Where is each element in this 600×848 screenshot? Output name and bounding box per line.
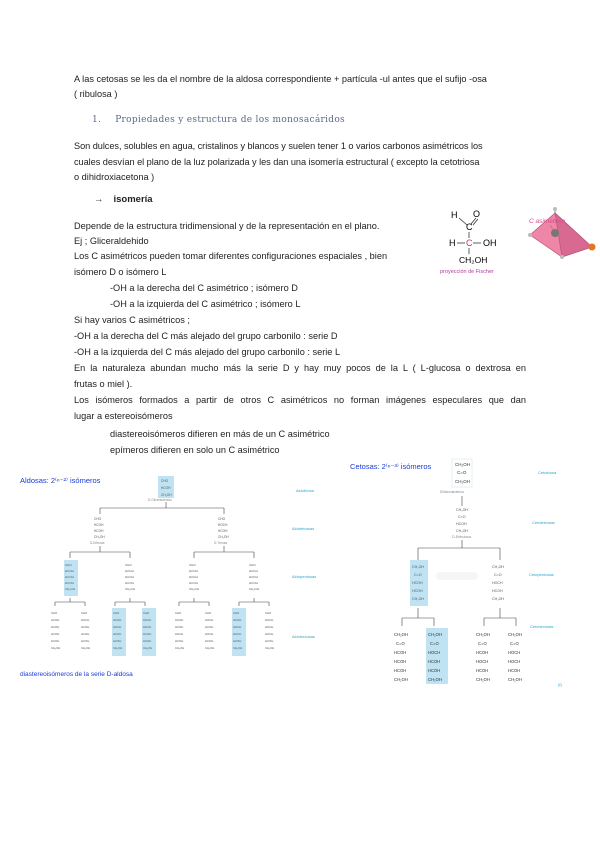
svg-text:HOCH: HOCH (265, 625, 274, 629)
svg-text:CHO: CHO (65, 563, 72, 567)
isomeria-line: En la naturaleza abundan mucho más la serie D y hay muy pocos de la L ( L-glucosa o dextrosa en (74, 363, 526, 373)
svg-text:HOCH: HOCH (492, 581, 503, 585)
isomeria-line: Ej ; Gliceraldehido (74, 236, 149, 246)
isomeria-title: isomería (113, 194, 153, 205)
svg-text:CH₂OH: CH₂OH (394, 677, 408, 682)
svg-text:D-Eritrulosa: D-Eritrulosa (452, 535, 471, 539)
tetrahedron-model (528, 207, 596, 259)
svg-text:HOCH: HOCH (249, 569, 258, 573)
svg-text:HOCH: HOCH (249, 575, 258, 579)
svg-text:CHO: CHO (233, 611, 240, 615)
arrow-right-icon: → (94, 194, 104, 205)
fischer-o: O (473, 209, 481, 219)
svg-text:C=O: C=O (396, 641, 405, 646)
isomeria-line: lugar a estereoisómeros (74, 411, 173, 421)
svg-text:HCOH: HCOH (51, 639, 60, 643)
svg-text:CH₂OH: CH₂OH (249, 587, 259, 591)
svg-text:HCOH: HCOH (175, 639, 184, 643)
svg-text:CH₂OH: CH₂OH (205, 646, 215, 650)
svg-text:HCOH: HCOH (65, 581, 74, 585)
svg-text:HCOH: HCOH (189, 569, 198, 573)
svg-text:CH₂OH: CH₂OH (189, 587, 199, 591)
svg-text:CHO: CHO (265, 611, 272, 615)
top-ch2oh-2: CH₂OH (455, 479, 470, 484)
svg-text:HOCH: HOCH (143, 618, 152, 622)
para1-line-2: cuales desvían el plano de la luz polarizada y les dan una isomería estructural ( excepto la cetotriosa (74, 157, 480, 167)
svg-text:CH₂OH: CH₂OH (125, 587, 135, 591)
svg-text:HCOH: HCOH (265, 639, 274, 643)
svg-text:HCOH: HCOH (428, 659, 441, 664)
svg-text:HCOH: HCOH (233, 639, 242, 643)
isomeria-line: -OH a la izquierda del C asimétrico ; isómero L (110, 299, 301, 309)
top-ch2oh-1: CH₂OH (455, 462, 470, 467)
svg-text:HCOH: HCOH (175, 618, 184, 622)
intro-line-1: A las cetosas se les da el nombre de la aldosa correspondiente + partícula -ul antes que el sufijo -osa (74, 74, 487, 84)
asym-carbon-label: C asimétrico (529, 218, 566, 225)
isomeria-line: -OH a la derecha del C asimétrico ; isómero D (110, 283, 298, 293)
svg-text:CH₂OH: CH₂OH (265, 646, 275, 650)
svg-text:C=O: C=O (478, 641, 487, 646)
svg-text:HCOH: HCOH (394, 659, 407, 664)
svg-text:HCOH: HCOH (189, 581, 198, 585)
svg-text:HCOH: HCOH (94, 529, 104, 533)
svg-text:C=O: C=O (510, 641, 519, 646)
svg-text:HCOH: HCOH (249, 581, 258, 585)
svg-text:Aldopentosas: Aldopentosas (292, 574, 317, 579)
isomeria-line: -OH a la izquierda del C más alejado del grupo carbonilo : serie L (74, 347, 341, 357)
svg-text:CHO: CHO (175, 611, 182, 615)
svg-text:HCOH: HCOH (412, 589, 423, 593)
svg-text:CH₂OH: CH₂OH (161, 493, 172, 497)
svg-text:HCOH: HCOH (412, 581, 423, 585)
aldosas-tree-figure (18, 470, 326, 682)
svg-text:CHO: CHO (249, 563, 256, 567)
svg-text:D-Eritrosa: D-Eritrosa (90, 541, 105, 545)
isomeria-line: Los C asimétricos pueden tomar diferentes configuraciones espaciales , bien (74, 251, 388, 261)
svg-text:CH₂OH: CH₂OH (51, 646, 61, 650)
fischer-projection-figure (440, 205, 600, 277)
svg-text:HCOH: HCOH (218, 529, 228, 533)
svg-text:HCOH: HCOH (476, 668, 489, 673)
svg-text:HOCH: HOCH (125, 569, 134, 573)
isomeria-line: Los isómeros formados a partir de otros C asimétricos no forman imágenes especulares que dan (74, 395, 526, 405)
svg-text:HOCH: HOCH (265, 618, 274, 622)
svg-text:HOCH: HOCH (143, 625, 152, 629)
isomeria-line: -OH a la derecha del C más alejado del grupo carbonilo : serie D (74, 331, 338, 341)
svg-text:(f): (f) (558, 682, 562, 687)
para1-line-3: o dihidroxiacetona ) (74, 172, 155, 182)
svg-text:CHO: CHO (125, 563, 132, 567)
fischer-c-asym: C (466, 238, 473, 248)
svg-text:HOCH: HOCH (233, 625, 242, 629)
svg-text:CH₂OH: CH₂OH (508, 677, 522, 682)
svg-text:Cetotetrosas: Cetotetrosas (532, 520, 555, 525)
svg-text:CHO: CHO (113, 611, 120, 615)
svg-text:HCOH: HCOH (143, 639, 152, 643)
svg-text:CHO: CHO (218, 517, 226, 521)
svg-text:HCOH: HCOH (51, 618, 60, 622)
svg-text:Cetotriosa: Cetotriosa (538, 470, 557, 475)
fischer-h-left: H (449, 238, 456, 248)
svg-text:C=O: C=O (494, 573, 502, 577)
svg-text:C=O: C=O (414, 573, 422, 577)
svg-text:HOCH: HOCH (233, 632, 242, 636)
svg-text:HCOH: HCOH (125, 575, 134, 579)
svg-text:CH₂OH: CH₂OH (412, 597, 424, 601)
svg-text:Dihidroxiacetona: Dihidroxiacetona (440, 490, 464, 494)
svg-text:HCOH: HCOH (113, 618, 122, 622)
svg-text:CHO: CHO (205, 611, 212, 615)
svg-text:CHO: CHO (161, 479, 169, 483)
svg-text:CH₂OH: CH₂OH (81, 646, 91, 650)
svg-text:HCOH: HCOH (233, 618, 242, 622)
svg-text:CH₂OH: CH₂OH (508, 632, 522, 637)
svg-text:CH₂OH: CH₂OH (476, 677, 490, 682)
svg-text:CH₂OH: CH₂OH (94, 535, 105, 539)
fischer-oh: OH (483, 238, 497, 248)
svg-text:Aldotetrosas: Aldotetrosas (292, 526, 315, 531)
svg-text:HOCH: HOCH (265, 632, 274, 636)
svg-text:HCOH: HCOH (81, 639, 90, 643)
svg-text:CH₂OH: CH₂OH (428, 632, 442, 637)
aldosas-caption: diastereoisómeros de la serie D-aldosa (20, 671, 133, 678)
svg-text:HCOH: HCOH (143, 632, 152, 636)
svg-text:Aldohexosas: Aldohexosas (292, 634, 315, 639)
section-heading (92, 115, 345, 125)
svg-text:CHO: CHO (189, 563, 196, 567)
svg-text:HCOH: HCOH (394, 668, 407, 673)
fischer-caption: proyección de Fischer (440, 269, 494, 275)
section-number: 1. (92, 115, 102, 125)
fischer-ch2oh: CH₂OH (459, 255, 488, 265)
isomeria-line: epímeros difieren en solo un C asimétrico (110, 445, 280, 455)
svg-text:HCOH: HCOH (476, 650, 489, 655)
svg-text:CH₂OH: CH₂OH (113, 646, 123, 650)
svg-text:HCOH: HCOH (456, 522, 467, 526)
svg-text:HCOH: HCOH (492, 589, 503, 593)
svg-text:CH₂OH: CH₂OH (492, 565, 504, 569)
svg-text:HOCH: HOCH (81, 618, 90, 622)
svg-text:HCOH: HCOH (113, 632, 122, 636)
isomeria-line: Si hay varios C asimétricos ; (74, 315, 190, 325)
svg-text:HCOH: HCOH (205, 625, 214, 629)
svg-text:HOCH: HOCH (218, 523, 228, 527)
svg-text:CH₂OH: CH₂OH (175, 646, 185, 650)
fischer-c1: C (466, 222, 473, 232)
svg-text:Cetohexosas: Cetohexosas (530, 624, 554, 629)
svg-text:CH₂OH: CH₂OH (428, 677, 442, 682)
isomeria-line: Depende de la estructura tridimensional y de la representación en el plano. (74, 221, 380, 231)
svg-text:HOCH: HOCH (428, 650, 441, 655)
isomeria-line: diastereoisómeros difieren en más de un C asimétrico (110, 429, 330, 439)
svg-text:HCOH: HCOH (65, 575, 74, 579)
svg-text:CH₂OH: CH₂OH (65, 587, 75, 591)
svg-text:CH₂OH: CH₂OH (456, 508, 468, 512)
keto-co: C=O (458, 515, 466, 519)
svg-text:CH₂OH: CH₂OH (143, 646, 153, 650)
svg-text:HCOH: HCOH (94, 523, 104, 527)
svg-text:Cetopentosas: Cetopentosas (529, 572, 554, 577)
top-co: C=O (457, 470, 467, 475)
svg-text:HOCH: HOCH (189, 575, 198, 579)
svg-text:HOCH: HOCH (205, 632, 214, 636)
intro-line-2: ( ribulosa ) (74, 89, 118, 99)
svg-text:CHO: CHO (81, 611, 88, 615)
svg-text:CH₂OH: CH₂OH (394, 632, 408, 637)
aldosas-title: Aldosas: 2⁽ⁿ⁻²⁾ isómeros (20, 476, 101, 485)
svg-text:CH₂OH: CH₂OH (456, 529, 468, 533)
svg-text:HCOH: HCOH (175, 625, 184, 629)
svg-text:CHO: CHO (94, 517, 102, 521)
svg-text:HOCH: HOCH (508, 650, 521, 655)
svg-text:HCOH: HCOH (81, 625, 90, 629)
svg-text:HOCH: HOCH (175, 632, 184, 636)
svg-text:CHO: CHO (51, 611, 58, 615)
svg-text:HOCH: HOCH (508, 659, 521, 664)
svg-text:HCOH: HCOH (508, 668, 521, 673)
svg-text:HCOH: HCOH (113, 639, 122, 643)
svg-text:CHO: CHO (143, 611, 150, 615)
isomeria-line: isómero D o isómero L (74, 267, 167, 277)
svg-text:Aldotriosa: Aldotriosa (296, 488, 314, 493)
svg-text:HCOH: HCOH (394, 650, 407, 655)
svg-text:HCOH: HCOH (51, 625, 60, 629)
svg-text:CH₂OH: CH₂OH (233, 646, 243, 650)
svg-text:HCOH: HCOH (205, 639, 214, 643)
svg-text:D-Treosa: D-Treosa (214, 541, 228, 545)
svg-text:HCOH: HCOH (81, 632, 90, 636)
svg-text:HCOH: HCOH (65, 569, 74, 573)
svg-text:C=O: C=O (430, 641, 439, 646)
svg-text:CH₂OH: CH₂OH (218, 535, 229, 539)
svg-text:HCOH: HCOH (51, 632, 60, 636)
svg-text:HCOH: HCOH (125, 581, 134, 585)
svg-text:HOCH: HOCH (113, 625, 122, 629)
svg-text:HCOH: HCOH (428, 668, 441, 673)
cetosas-title: Cetosas: 2⁽ⁿ⁻³⁾ isómeros (350, 462, 432, 471)
cetosas-tree-figure (348, 456, 574, 688)
svg-text:CH₂OH: CH₂OH (492, 597, 504, 601)
para1-line-1: Son dulces, solubles en agua, cristalinos y blancos y suelen tener 1 o varios carbonos asimétricos los (74, 141, 483, 151)
section-title: Propiedades y estructura de los monosacáridos (115, 115, 345, 125)
svg-text:D-Gliceraldehído: D-Gliceraldehído (148, 498, 172, 502)
fischer-h-top: H (451, 210, 458, 220)
svg-text:HOCH: HOCH (476, 659, 489, 664)
svg-text:CH₂OH: CH₂OH (476, 632, 490, 637)
isomeria-heading (94, 194, 153, 205)
isomeria-line: frutas o miel ). (74, 379, 133, 389)
svg-text:CH₂OH: CH₂OH (412, 565, 424, 569)
svg-text:HCOH: HCOH (161, 486, 171, 490)
svg-text:HOCH: HOCH (205, 618, 214, 622)
